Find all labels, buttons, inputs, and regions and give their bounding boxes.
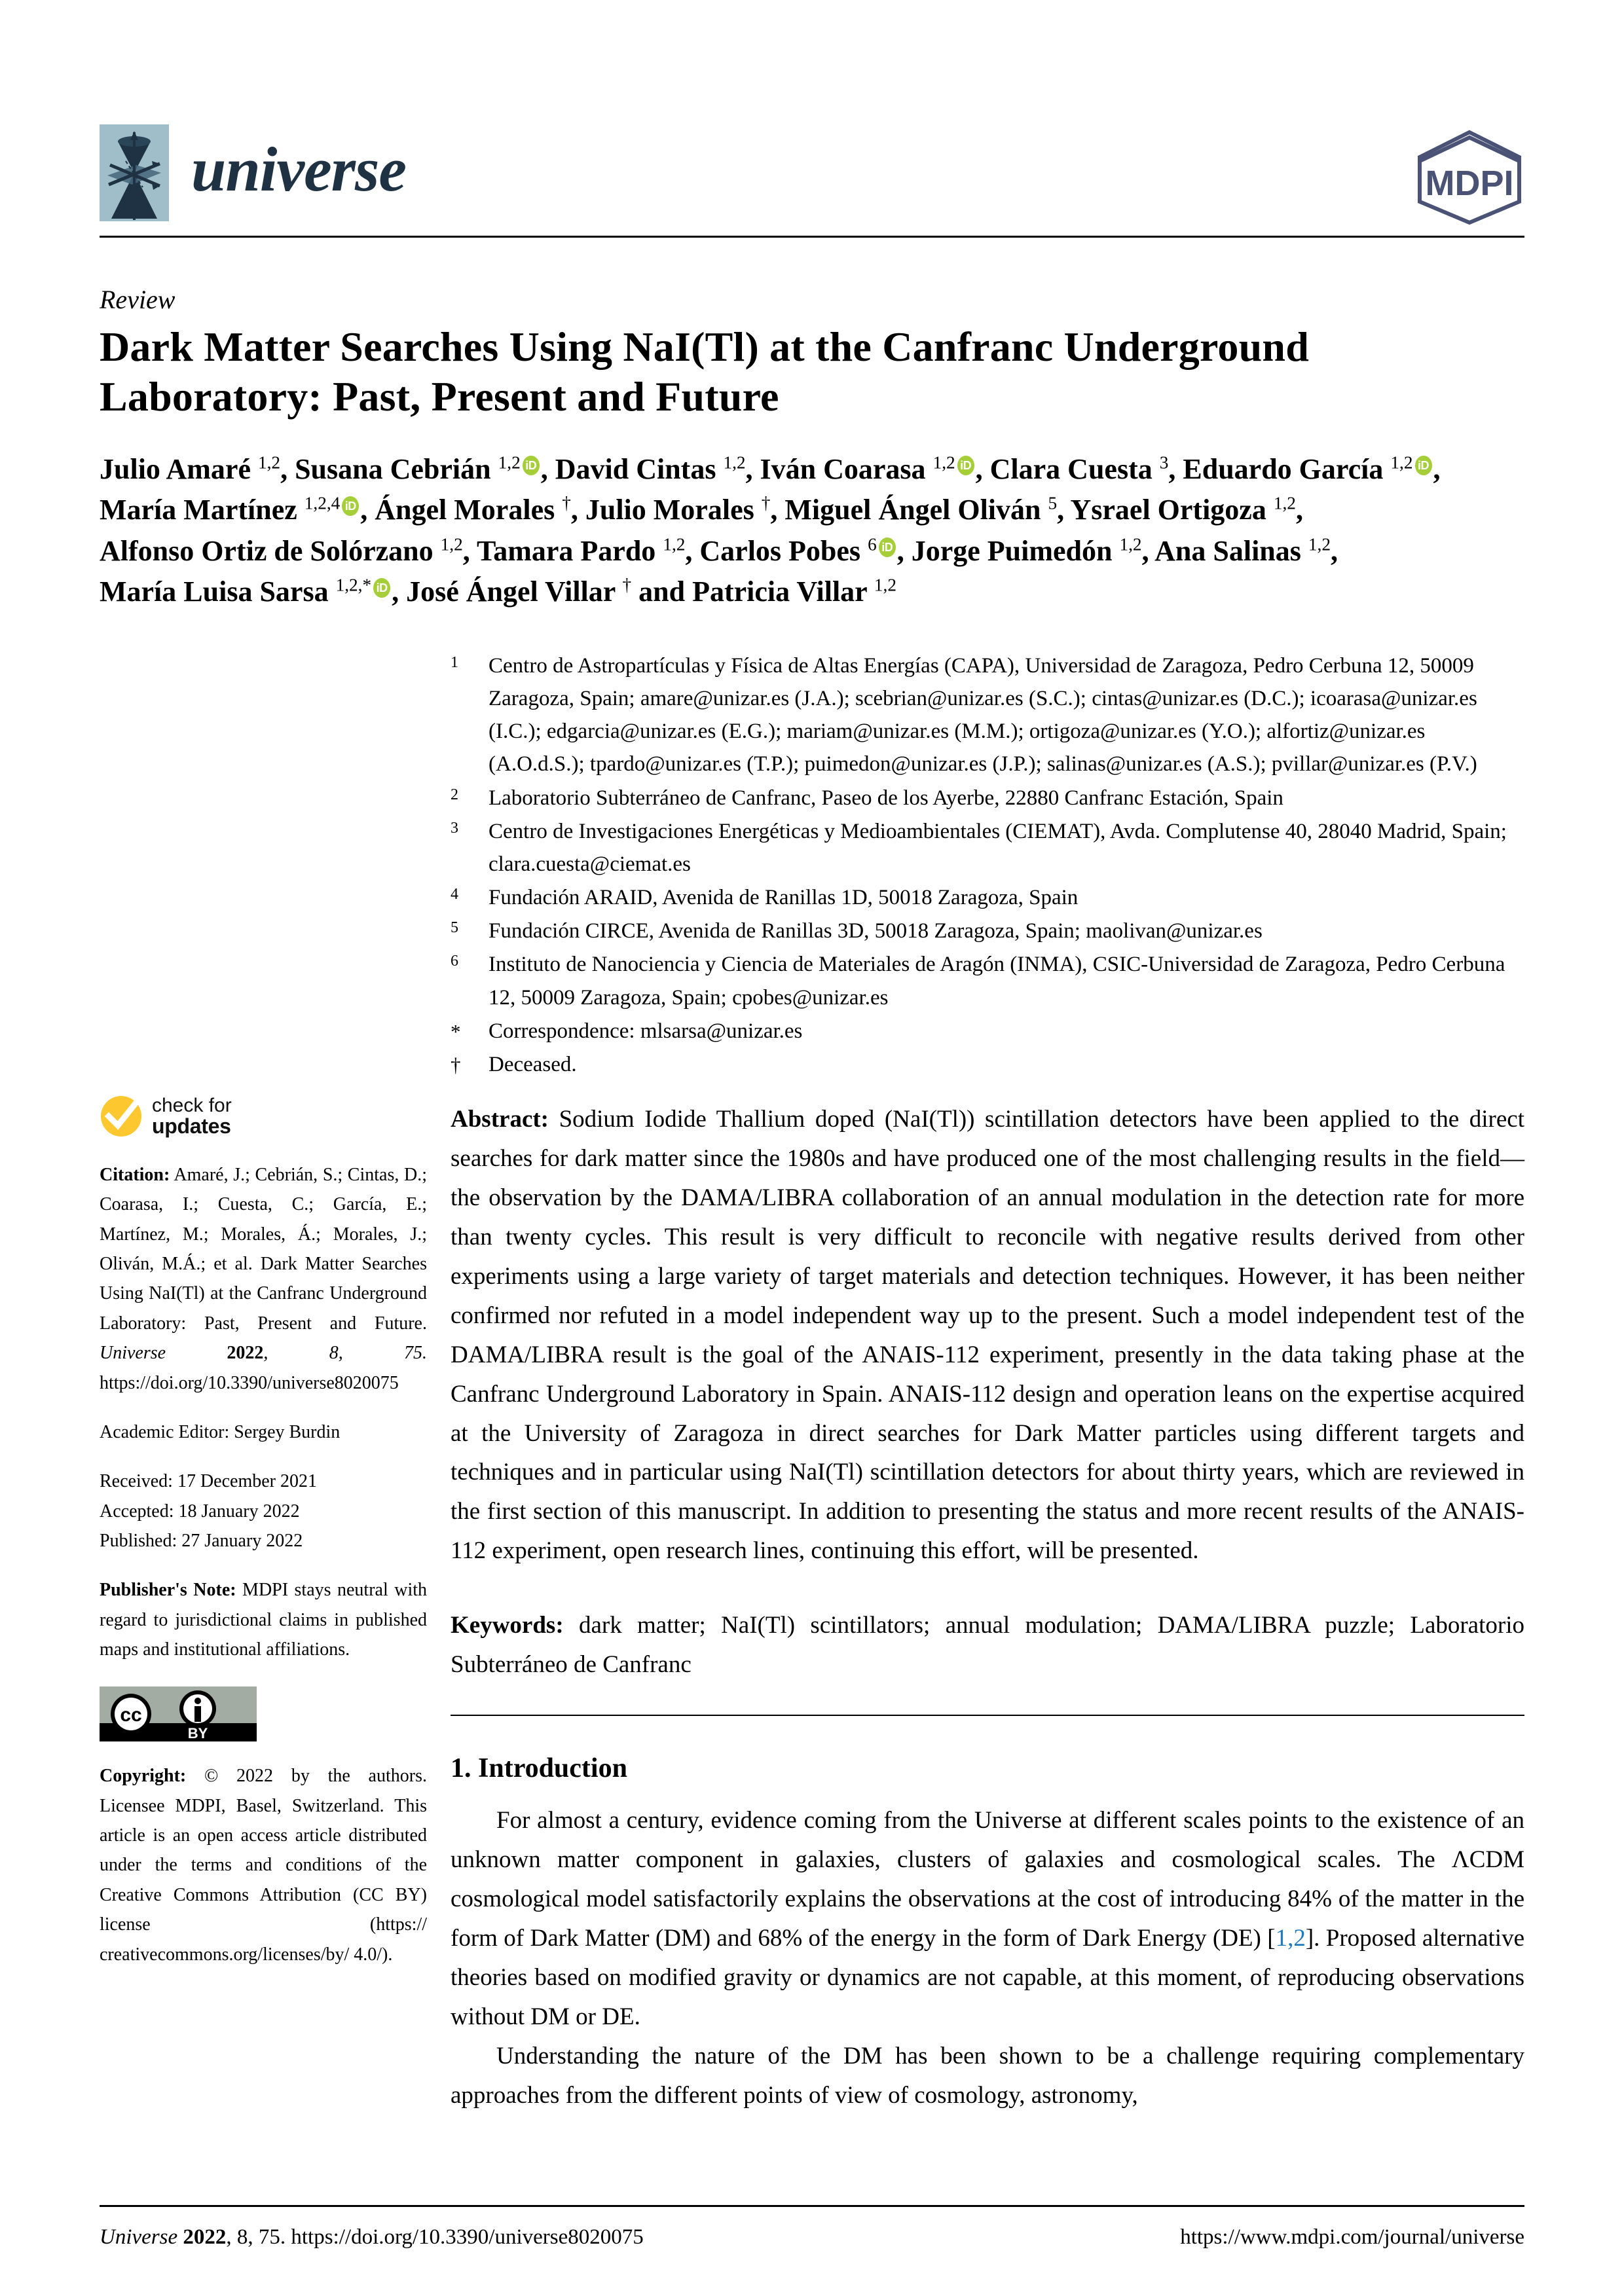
author-affiliation-marker: 1,2,4 — [304, 493, 341, 513]
section-divider — [451, 1715, 1524, 1716]
author-list — [100, 449, 1527, 613]
orcid-icon[interactable]: iD — [342, 496, 359, 516]
author-line-4 — [100, 572, 1527, 612]
author-line-2 — [100, 490, 1527, 530]
received-date: Received: 17 December 2021 — [100, 1471, 317, 1492]
affiliation-text: Fundación ARAID, Avenida de Ranillas 1D, 50018 Zaragoza, Spain — [489, 886, 1079, 910]
author-name: , Ángel Morales — [360, 494, 563, 526]
paragraph-text: For almost a century, evidence coming from the Universe at different scales points to the existence of an unknown matter component in galaxies, clusters of galaxies and cosmological scales. The ΛCDM cosmological model satisfactorily explains the observations at the cost of introducing 84% of the matter in the form of Dark Matter (DM) and 68% of the energy in the form of Dark Energy (DE) [ — [451, 1807, 1524, 1952]
check-for-updates-label — [152, 1095, 232, 1137]
author-affiliation-marker: † — [622, 575, 632, 595]
dates-block — [100, 1467, 427, 1556]
page-title: Dark Matter Searches Using NaI(Tl) at the Canfranc Underground Laboratory: Past, Present and Future — [100, 323, 1309, 420]
footer-journal-url[interactable]: https://www.mdpi.com/journal/universe — [1180, 2225, 1524, 2249]
check-mark-icon — [100, 1095, 143, 1138]
journal-title: universe — [191, 134, 406, 204]
affiliation-marker: 3 — [451, 819, 458, 837]
orcid-icon[interactable]: iD — [373, 578, 390, 598]
author-name: , Susana Cebrián — [280, 453, 498, 485]
orcid-icon[interactable]: iD — [957, 456, 974, 475]
citation-block — [100, 1160, 427, 1398]
author-affiliation-marker: 1,2 — [440, 534, 463, 555]
affiliation-text: Fundación CIRCE, Avenida de Ranillas 3D, 50018 Zaragoza, Spain; maolivan@unizar.es — [489, 919, 1263, 943]
author-affiliation-marker: 3 — [1159, 452, 1169, 473]
copyright-text: © 2022 by the authors. Licensee MDPI, Basel, Switzerland. This article is an open access article distributed under the terms and conditions of the Creative Commons Attribution (CC BY) license (https:// creativecommons.org/licenses/by/ 4.0/). — [100, 1766, 427, 1965]
keywords-section — [451, 1606, 1524, 1685]
affiliation-marker: 6 — [451, 953, 458, 970]
orcid-icon[interactable]: iD — [1415, 456, 1432, 475]
academic-editor: Academic Editor: Sergey Burdin — [100, 1421, 341, 1442]
journal-brand — [100, 124, 406, 221]
author-affiliation-marker: 1,2 — [1119, 534, 1142, 555]
author-affiliation-marker: 1,2 — [498, 452, 521, 473]
abstract-label: Abstract: — [451, 1106, 549, 1133]
citation-year: 2022 — [227, 1343, 264, 1364]
affiliation-list — [451, 649, 1524, 1082]
svg-text:BY: BY — [187, 1725, 208, 1742]
intro-paragraph-2: Understanding the nature of the DM has been shown to be a challenge requiring complementary approaches from the different points of view of cosmology, astronomy, — [451, 2042, 1524, 2109]
main-content — [451, 1100, 1524, 2115]
author-name: , Eduardo García — [1168, 453, 1391, 485]
publisher-note-label: Publisher's Note: — [100, 1580, 236, 1601]
page-footer — [100, 2223, 1524, 2251]
affiliation-item — [451, 948, 1524, 1013]
mdpi-logo-icon — [1414, 128, 1524, 227]
cfu-line-1: check for — [152, 1094, 232, 1116]
orcid-icon[interactable]: iD — [879, 538, 896, 557]
affiliation-text: Centro de Investigaciones Energéticas y Medioambientales (CIEMAT), Avda. Complutense 40, 28040 Madrid, Spain; clara.cuesta@ciemat.es — [489, 819, 1507, 876]
deceased-item — [451, 1048, 1524, 1081]
universe-logo-icon — [100, 124, 169, 221]
affiliation-text: Instituto de Nanociencia y Ciencia de Materiales de Aragón (INMA), CSIC-Universidad de Zaragoza, Pedro Cerbuna 12, 50009 Zaragoza, Spain; cpobes@unizar.es — [489, 953, 1505, 1010]
accepted-date: Accepted: 18 January 2022 — [100, 1501, 300, 1522]
affiliation-item — [451, 815, 1524, 881]
correspondence-text: Correspondence: mlsarsa@unizar.es — [489, 1019, 803, 1043]
article-type-label: Review — [100, 285, 175, 314]
author-name: , Clara Cuesta — [975, 453, 1160, 485]
author-name: Alfonso Ortiz de Solórzano — [100, 534, 441, 567]
header-divider — [100, 236, 1524, 238]
abstract-section — [451, 1100, 1524, 1571]
footer-divider — [100, 2205, 1524, 2207]
svg-text:cc: cc — [120, 1704, 142, 1726]
intro-paragraph-1 — [451, 1801, 1524, 2037]
author-affiliation-marker: 6 — [868, 534, 877, 555]
affiliation-item — [451, 649, 1524, 781]
page-header — [100, 124, 1524, 229]
citation-doi[interactable]: https://doi.org/10.3390/universe8020075 — [100, 1372, 399, 1393]
author-separator: , — [1433, 453, 1441, 485]
author-line-1 — [100, 449, 1527, 490]
citation-volume-page: , 8, 75. — [263, 1343, 428, 1364]
author-name: , Ana Salinas — [1141, 534, 1308, 567]
correspondence-item — [451, 1015, 1524, 1048]
footer-year: 2022 — [183, 2225, 227, 2249]
author-separator: , — [1331, 534, 1338, 567]
author-affiliation-marker: 1,2 — [874, 575, 896, 595]
metadata-sidebar — [100, 1095, 427, 1989]
author-name: , José Ángel Villar — [392, 575, 623, 608]
author-name: , Jorge Puimedón — [896, 534, 1120, 567]
keywords-text: dark matter; NaI(Tl) scintillators; annual modulation; DAMA/LIBRA puzzle; Laboratorio Subterráneo de Canfranc — [451, 1612, 1524, 1679]
author-affiliation-marker: † — [562, 493, 571, 513]
author-affiliation-marker: 1,2 — [257, 452, 281, 473]
affiliation-marker: 1 — [451, 654, 458, 671]
author-name: , Iván Coarasa — [745, 453, 933, 485]
affiliation-marker: 5 — [451, 919, 458, 937]
author-name: Julio Amaré — [100, 453, 258, 485]
deceased-text: Deceased. — [489, 1052, 577, 1076]
author-name: , Julio Morales — [570, 494, 762, 526]
affiliation-marker: 2 — [451, 786, 458, 803]
citation-label: Citation: — [100, 1165, 170, 1185]
author-name: , Ysrael Ortigoza — [1057, 494, 1274, 526]
author-line-3 — [100, 531, 1527, 572]
affiliation-item — [451, 915, 1524, 947]
author-name: , Tamara Pardo — [462, 534, 663, 567]
footer-doi: , 8, 75. https://doi.org/10.3390/universe8020075 — [226, 2225, 644, 2249]
svg-text:MDPI: MDPI — [1425, 164, 1514, 203]
author-name: , Miguel Ángel Oliván — [770, 494, 1048, 526]
author-affiliation-marker: 1,2 — [1390, 452, 1413, 473]
author-name: María Martínez — [100, 494, 304, 526]
published-date: Published: 27 January 2022 — [100, 1530, 303, 1551]
affiliation-marker: 4 — [451, 886, 458, 903]
affiliation-item — [451, 782, 1524, 814]
footer-journal: Universe — [100, 2225, 178, 2249]
cc-by-license-icon[interactable] — [100, 1686, 257, 1741]
keywords-label: Keywords: — [451, 1612, 564, 1639]
author-affiliation-marker: 1,2 — [1308, 534, 1331, 555]
author-affiliation-marker: 1,2,* — [335, 575, 372, 595]
affiliation-item — [451, 881, 1524, 914]
orcid-icon[interactable]: iD — [523, 456, 540, 475]
correspondence-marker: * — [451, 1019, 461, 1043]
author-name: María Luisa Sarsa — [100, 575, 336, 608]
author-affiliation-marker: † — [761, 493, 771, 513]
author-separator: , — [1295, 494, 1303, 526]
author-affiliation-marker: 1,2 — [932, 452, 955, 473]
check-for-updates-badge[interactable] — [100, 1095, 427, 1138]
author-name: , David Cintas — [540, 453, 724, 485]
deceased-marker: † — [451, 1053, 461, 1076]
affiliation-text: Centro de Astropartículas y Física de Altas Energías (CAPA), Universidad de Zaragoza, Pedro Cerbuna 12, 50009 Zaragoza, Spain; amare@unizar.es (J.A.); scebrian@unizar.es (S.C.); cintas@unizar.es (D.C.); icoarasa@unizar.es (I.C.); edgarcia@unizar.es (E.G.); mariam@unizar.es (M.M.); ortigoza@unizar.es (Y.O.); alfortiz@unizar.es (A.O.d.S.); tpardo@unizar.es (T.P.); puimedon@unizar.es (J.P.); salinas@unizar.es (A.S.); pvillar@unizar.es (P.V.) — [489, 654, 1477, 776]
footer-citation — [100, 2223, 644, 2251]
author-affiliation-marker: 5 — [1048, 493, 1058, 513]
section-heading-introduction: 1. Introduction — [451, 1753, 627, 1784]
author-affiliation-marker: 1,2 — [723, 452, 746, 473]
abstract-text: Sodium Iodide Thallium doped (NaI(Tl)) scintillation detectors have been applied to the direct searches for dark matter since the 1980s and have produced one of the most challenging results in the field—the observation by the DAMA/LIBRA collaboration of an annual modulation in the detection rate for more than twenty cycles. This result is very difficult to reconcile with negative results derived from other experiments using a large variety of target materials and detection techniques. However, it has been neither confirmed nor refuted in a model independent way up to the present. Such a model independent test of the DAMA/LIBRA result is the goal of the ANAIS-112 experiment, presently in the data taking phase at the Canfranc Underground Laboratory in Spain. ANAIS-112 design and operation leans on the expertise acquired at the University of Zaragoza in direct searches for Dark Matter particles using different targets and techniques and in particular using NaI(Tl) scintillation detectors for about thirty years, which are reviewed in the first section of this manuscript. In addition to presenting the status and more recent results of the ANAIS-112 experiment, open research lines, continuing this effort, will be presented. — [451, 1106, 1524, 1565]
affiliation-text: Laboratorio Subterráneo de Canfranc, Paseo de los Ayerbe, 22880 Canfranc Estación, Spain — [489, 786, 1283, 810]
citation-journal: Universe — [100, 1343, 166, 1364]
author-affiliation-marker: 1,2 — [1273, 493, 1296, 513]
publisher-note — [100, 1575, 427, 1664]
author-affiliation-marker: 1,2 — [663, 534, 686, 555]
author-name: , Carlos Pobes — [685, 534, 868, 567]
paragraph-text: ]. Proposed alternative theories based on modified gravity or dynamics are not capable, at this moment, of reproducing observations without DM or DE. — [451, 1924, 1525, 2030]
author-name: and Patricia Villar — [631, 575, 874, 608]
cfu-line-2: updates — [152, 1114, 231, 1138]
copyright-label: Copyright: — [100, 1766, 187, 1787]
citation-authors: Amaré, J.; Cebrián, S.; Cintas, D.; Coarasa, I.; Cuesta, C.; García, E.; Martínez, M.; Morales, Á.; Morales, J.; Oliván, M.Á.; et al. Dark Matter Searches Using NaI(Tl) at the Canfranc Underground Laboratory: Past, Present and Future. — [100, 1165, 427, 1334]
copyright-block — [100, 1761, 427, 1969]
citation-reference-link[interactable]: 1,2 — [1275, 1924, 1306, 1952]
publisher-note-text: MDPI stays neutral with regard to jurisdictional claims in published maps and institutional affiliations. — [100, 1580, 427, 1660]
